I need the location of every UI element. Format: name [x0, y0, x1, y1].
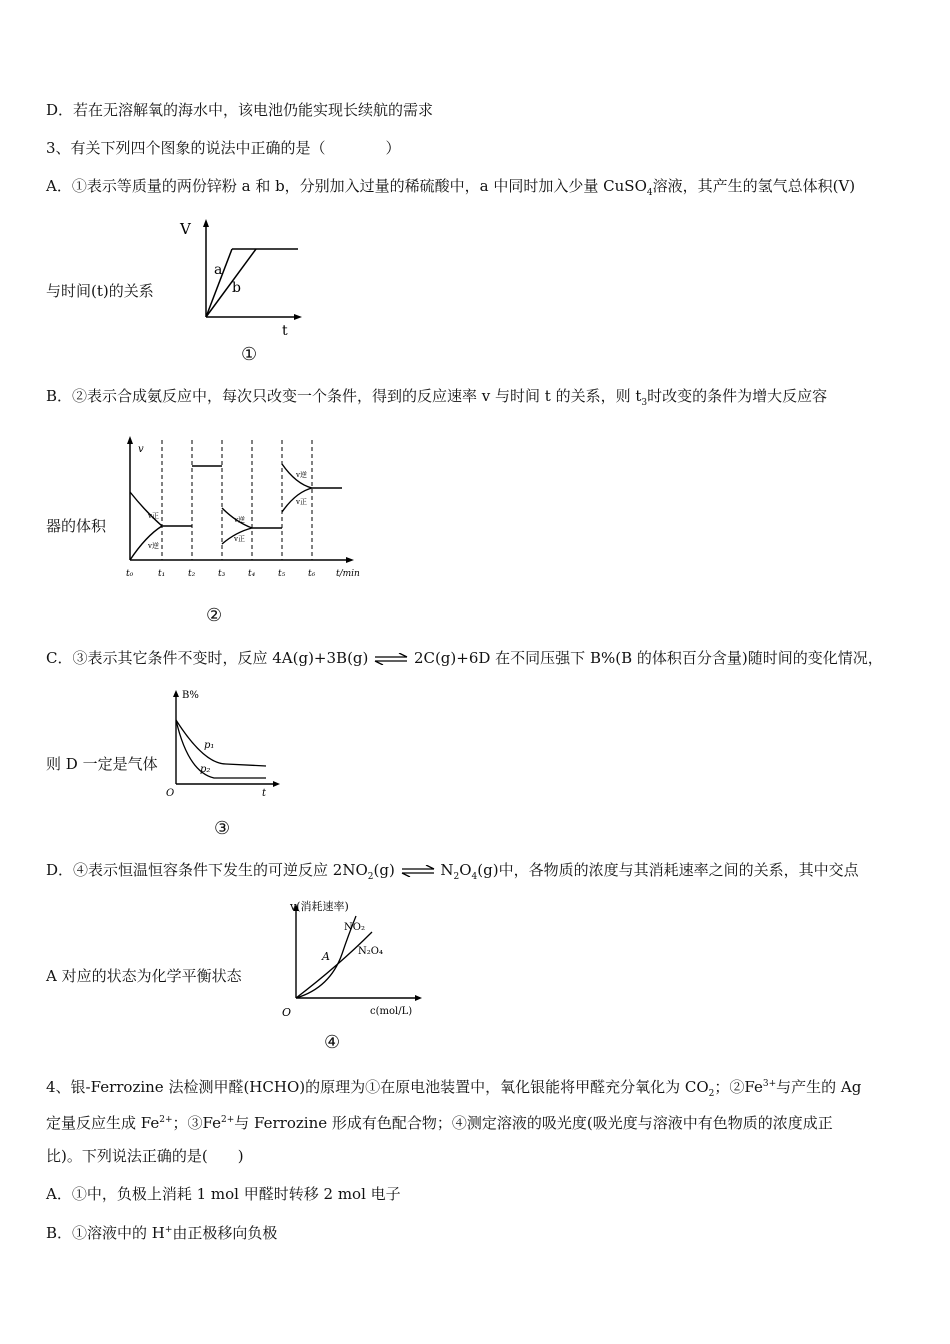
tick-t6: t₆: [308, 569, 316, 579]
label-a: a: [214, 262, 223, 278]
figure-3-caption: ③: [214, 818, 231, 839]
label-v5: v逆: [296, 471, 307, 479]
text: N: [440, 861, 454, 879]
sup: 2+: [159, 1115, 173, 1125]
text: O: [459, 861, 472, 879]
tick-t5: t₅: [278, 569, 286, 579]
curve-p2: [176, 720, 266, 778]
x-axis-label: t/min: [336, 569, 360, 579]
label-n2o4: N₂O₄: [358, 946, 383, 957]
figure-2-caption: ②: [206, 605, 223, 626]
tick-t1: t₁: [158, 569, 166, 579]
option-c-line2: 则 D 一定是气体: [46, 755, 158, 773]
label-p2: p₂: [200, 764, 211, 775]
text: (g)中，各物质的浓度与其消耗速率之间的关系，其中交点: [477, 861, 859, 879]
text: 定量反应生成 Fe: [46, 1114, 160, 1132]
figure-1-graph: [170, 215, 310, 340]
label-no2: NO₂: [344, 922, 365, 933]
text: 由正极移向负极: [172, 1224, 278, 1242]
sub: 3: [641, 398, 648, 408]
sub: 2: [453, 872, 460, 882]
option-b-line2: 器的体积: [46, 517, 107, 535]
label-p1: p₁: [204, 740, 215, 751]
label-v3: v逆: [234, 516, 245, 524]
y-axis-label: B%: [182, 690, 199, 701]
equilibrium-arrow-icon: [400, 865, 436, 877]
sub: 2: [708, 1089, 715, 1099]
figure-4-caption: ④: [324, 1032, 341, 1053]
option-a-line1: [46, 176, 855, 203]
line-b: [206, 249, 256, 317]
text: 时改变的条件为增大反应容: [647, 387, 828, 405]
curve-n2o4: [296, 932, 372, 998]
tick-t2: t₂: [188, 569, 196, 579]
figure-3-graph: [160, 686, 285, 806]
origin-label: O: [166, 788, 175, 799]
option-b-line1: [46, 386, 827, 413]
label-v4: v正: [234, 535, 245, 543]
equilibrium-arrow-icon: [373, 653, 409, 665]
y-axis-label: v(消耗速率): [290, 900, 349, 913]
text: 与 Ferrozine 形成有色配合物；④测定溶液的吸光度(吸光度与溶液中有色物质的浓度成正: [234, 1114, 833, 1132]
option-d-line1: [46, 860, 859, 887]
text: (g): [373, 861, 395, 879]
text: ；②Fe: [714, 1078, 763, 1096]
question-3-stem: 3、有关下列四个图象的说法中正确的是（ ）: [46, 139, 401, 157]
x-axis-label: t: [262, 788, 267, 799]
figure-1-caption: ①: [241, 344, 258, 365]
option-c-line1: [46, 648, 883, 668]
sup: 3+: [762, 1079, 777, 1089]
text: 4、银-Ferrozine 法检测甲醛(HCHO)的原理为①在原电池装置中，氧化银能将甲醛充分氧化为 CO: [46, 1078, 709, 1096]
label-a: A: [322, 950, 330, 963]
question-4-line1: [46, 1074, 861, 1104]
q4-option-b: [46, 1220, 277, 1243]
text: C．③表示其它条件不变时，反应 4A(g)+3B(g): [46, 649, 369, 667]
sup: +: [164, 1225, 173, 1235]
sup: 2+: [220, 1115, 235, 1125]
x-axis-label: t: [282, 323, 288, 339]
text: D．④表示恒温恒容条件下发生的可逆反应 2NO: [46, 861, 368, 879]
sub: 4: [471, 872, 478, 882]
figure-4-graph: [278, 896, 428, 1026]
q4-option-a: A．①中，负极上消耗 1 mol 甲醛时转移 2 mol 电子: [46, 1185, 401, 1203]
sub: 2: [367, 872, 374, 882]
tick-t4: t₄: [248, 569, 256, 579]
text: 溶液，其产生的氢气总体积(V): [652, 177, 856, 195]
figure-2-graph: [118, 432, 368, 584]
origin-label: O: [282, 1006, 292, 1019]
label-v2: v逆: [148, 542, 159, 550]
text: 2C(g)+6D 在不同压强下 B%(B 的体积百分含量)随时间的变化情况，: [413, 649, 883, 667]
tick-t3: t₃: [218, 569, 226, 579]
y-axis-label: v: [138, 444, 144, 455]
line-a: [206, 249, 232, 317]
option-d-prev: D．若在无溶解氧的海水中，该电池仍能实现长续航的需求: [46, 101, 434, 119]
question-4-line3: 比)。下列说法正确的是( ): [46, 1147, 244, 1165]
x-axis-label: c(mol/L): [370, 1006, 413, 1017]
label-b: b: [232, 280, 241, 296]
label-v6: v正: [296, 498, 307, 506]
y-axis-label: V: [180, 220, 191, 238]
text: B．①溶液中的 H: [46, 1224, 165, 1242]
question-4-line2: [46, 1110, 833, 1133]
option-d-line2: A 对应的状态为化学平衡状态: [46, 967, 242, 985]
text: 与产生的 Ag: [776, 1078, 862, 1096]
tick-t0: t₀: [126, 569, 134, 579]
curve-p1: [176, 720, 266, 766]
text: A．①表示等质量的两份锌粉 a 和 b，分别加入过量的稀硫酸中，a 中同时加入少量 CuSO: [46, 177, 647, 195]
sub: 4: [646, 188, 653, 198]
label-v1: v正: [148, 512, 159, 520]
option-a-line2: 与时间(t)的关系: [46, 282, 154, 300]
text: ；③Fe: [172, 1114, 221, 1132]
text: B．②表示合成氨反应中，每次只改变一个条件，得到的反应速率 v 与时间 t 的关系，则 t: [46, 387, 642, 405]
